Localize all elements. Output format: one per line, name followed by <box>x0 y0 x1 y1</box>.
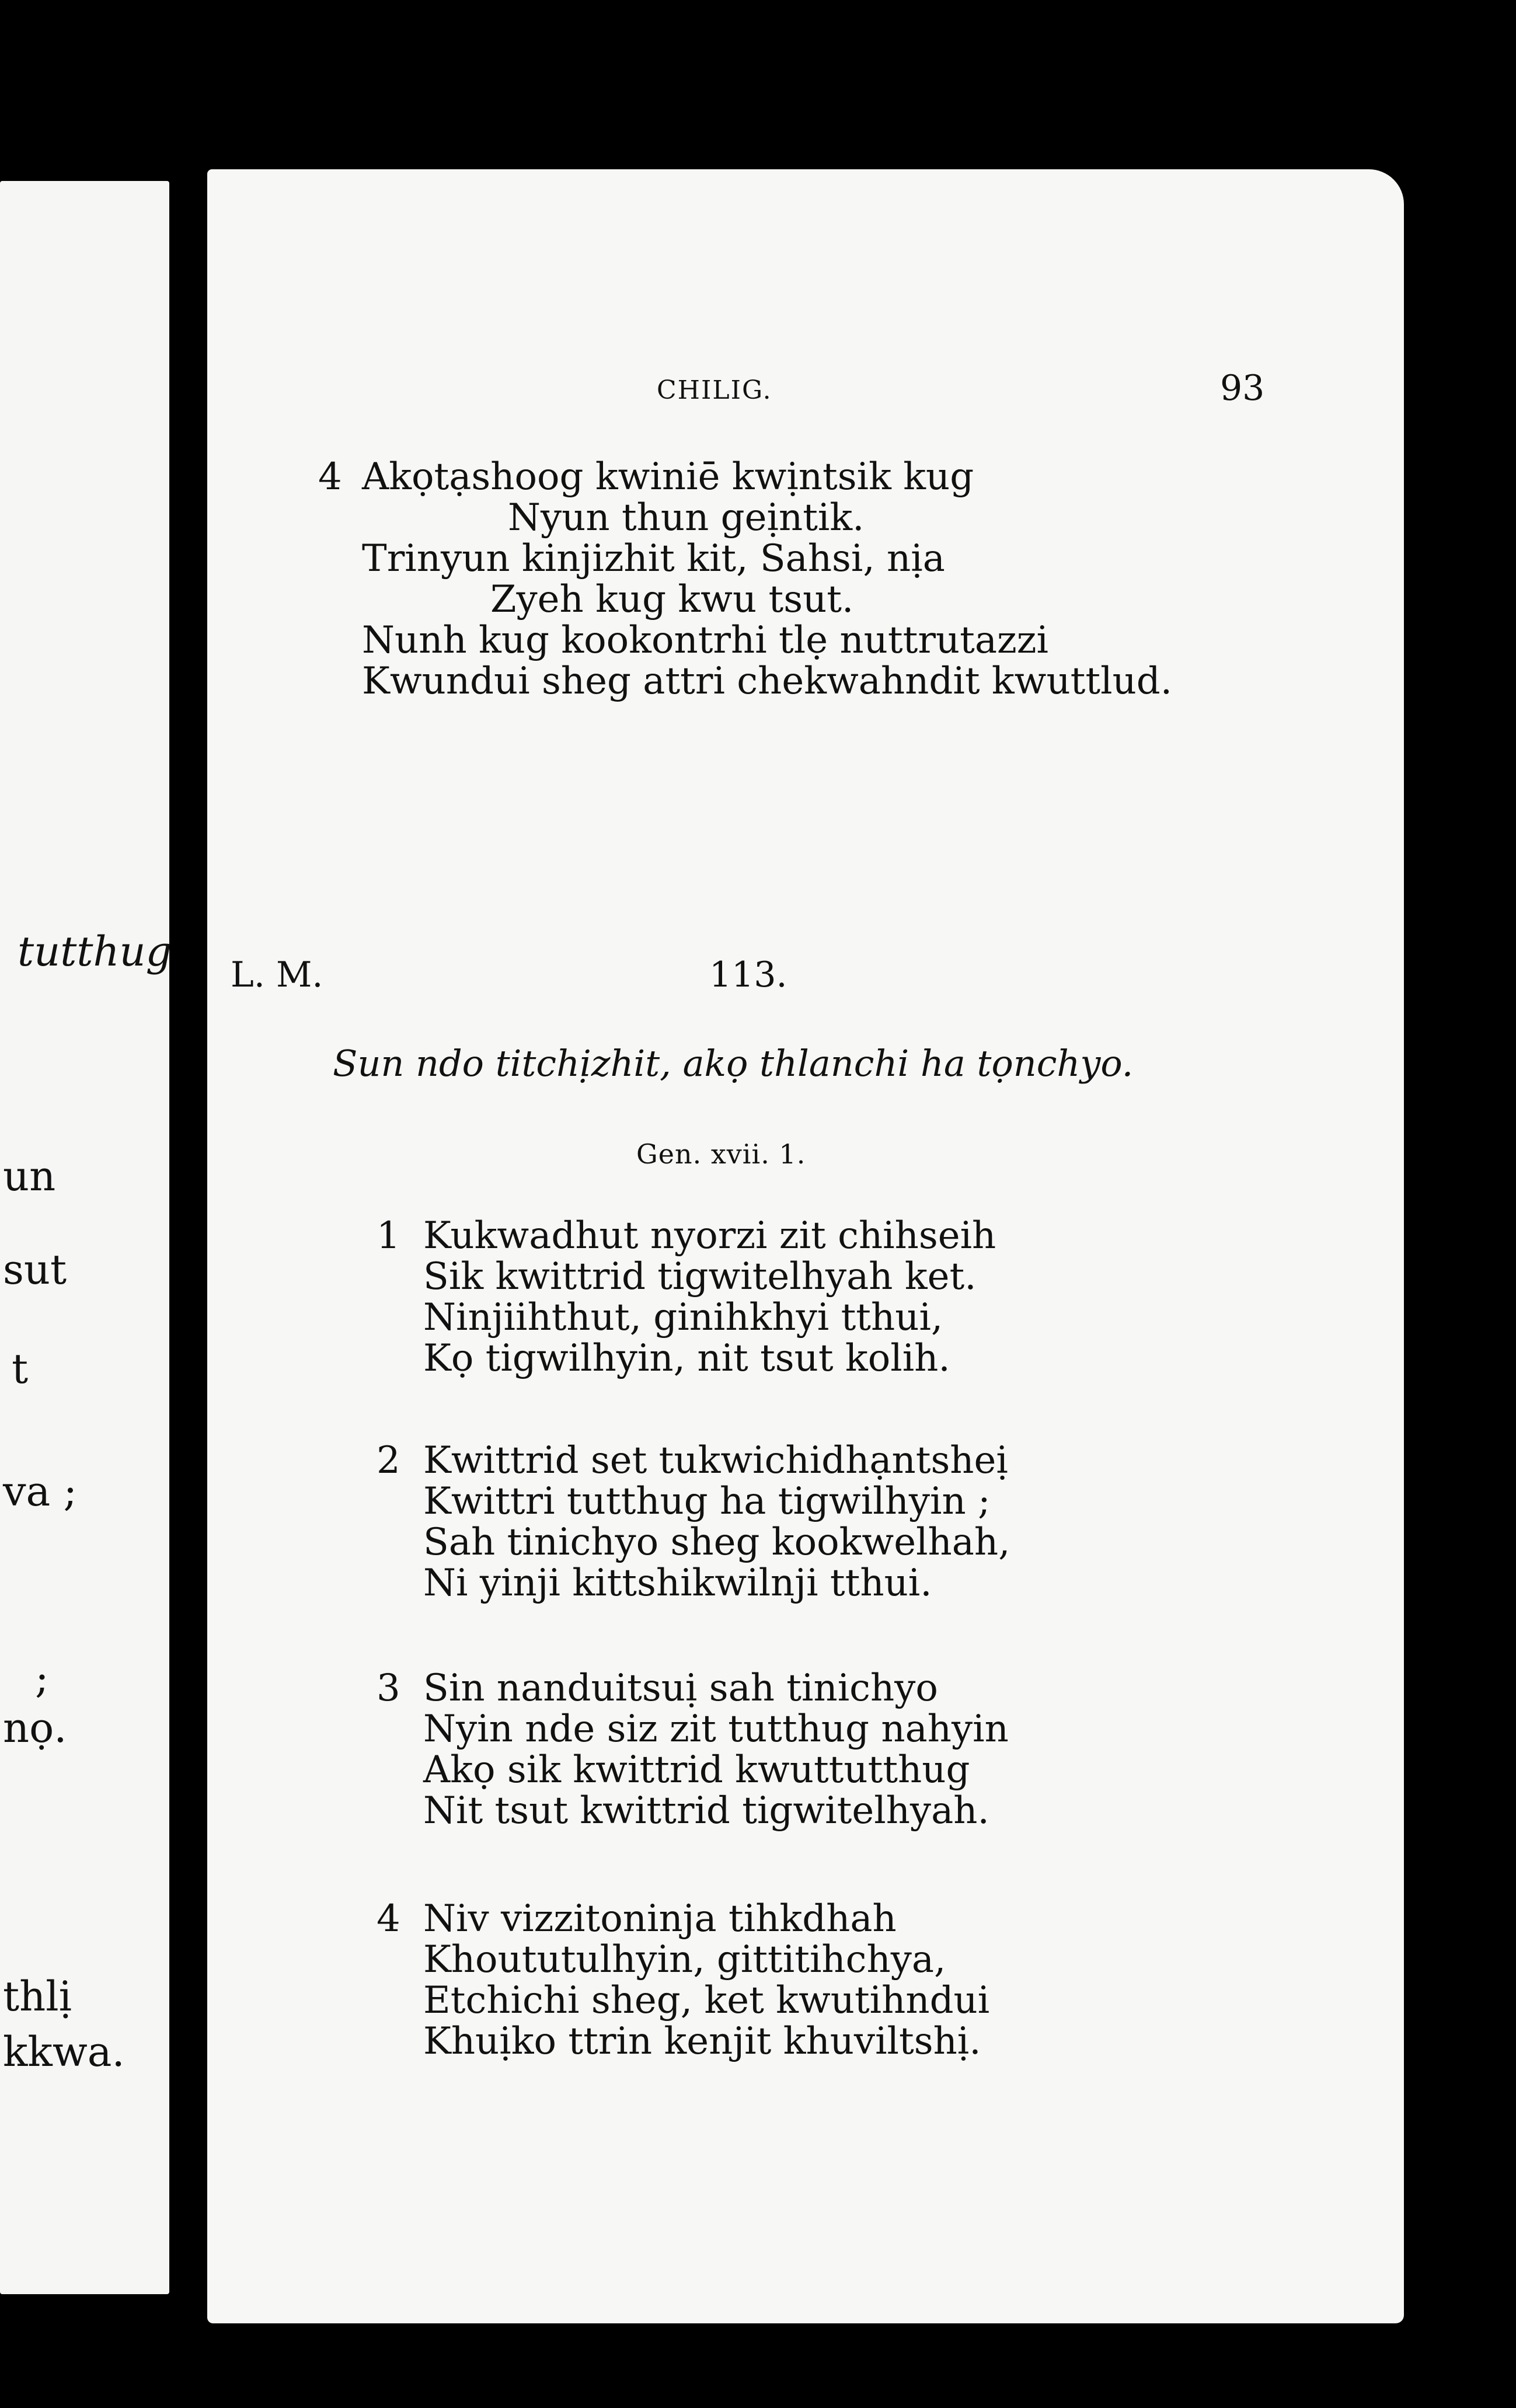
hymn-heading: Sun ndo titchịzhit, akọ thlanchi ha tọnchyo. <box>333 1042 1134 1085</box>
verse-line: Akọtạshoog kwiniē kwịntsik kug <box>362 455 974 499</box>
page-number: 93 <box>1220 368 1265 409</box>
verse-line: Kwittrid set tukwichidhạntsheị <box>423 1439 1008 1482</box>
verse-line: Nyun thun geịntik. <box>508 496 865 539</box>
facing-page-fragment: kkwa. <box>3 2028 125 2076</box>
hymn-meter: L. M. <box>231 954 323 995</box>
facing-page-edge <box>0 181 172 2294</box>
facing-page-fragment: sut <box>3 1246 67 1294</box>
verse-line: Etchichi sheg, ket kwutihndui <box>423 1979 990 2022</box>
facing-page-fragment: t <box>12 1345 29 1393</box>
verse-line: Kwundui sheg attri chekwahndit kwuttlud. <box>362 660 1173 703</box>
verse-line: Sah tinichyo sheg kookwelhah, <box>423 1521 1010 1564</box>
running-head: CHILIG. <box>657 375 772 405</box>
stanza-number: 4 <box>377 1897 400 1940</box>
scripture-reference: Gen. xvii. 1. <box>636 1138 806 1170</box>
verse-line: Trinyun kinjizhit kit, Sahsi, nịa <box>362 537 945 580</box>
verse-line: Khoututulhyin, gittitihchya, <box>423 1938 946 1981</box>
verse-line: Nunh kug kookontrhi tlẹ nuttrutazzi <box>362 619 1048 662</box>
verse-line: Kwittri tutthug ha tigwilhyin ; <box>423 1480 991 1523</box>
verse-line: Kukwadhut nyorzi zit chihseih <box>423 1214 996 1257</box>
facing-page-fragment: tutthug <box>18 928 172 975</box>
facing-page-fragment: ; <box>35 1654 49 1702</box>
facing-page-fragment: thlị <box>3 1973 72 2020</box>
facing-page-fragment: va ; <box>3 1468 78 1515</box>
facing-page-fragment: nọ. <box>3 1704 67 1752</box>
verse-line: Niv vizzitoninja tihkdhah <box>423 1897 897 1940</box>
verse-line: Ni yinji kittshikwilnji tthui. <box>423 1562 932 1605</box>
stanza-number: 2 <box>377 1439 400 1482</box>
verse-line: Nit tsut kwittrid tigwitelhyah. <box>423 1789 989 1832</box>
facing-page-fragment: un <box>3 1152 56 1200</box>
verse-line: Akọ sik kwittrid kwuttutthug <box>423 1748 970 1792</box>
hymn-number: 113. <box>709 954 787 995</box>
stanza-number: 4 <box>318 455 342 499</box>
stanza-number: 3 <box>377 1667 400 1710</box>
verse-line: Kọ tigwilhyin, nit tsut kolih. <box>423 1337 950 1380</box>
verse-line: Khuịko ttrin kenjit khuviltshị. <box>423 2020 981 2063</box>
hymnal-page <box>207 169 1404 2323</box>
verse-line: Ninjiihthut, ginihkhyi tthui, <box>423 1296 943 1339</box>
verse-line: Sik kwittrid tigwitelhyah ket. <box>423 1255 977 1298</box>
verse-line: Nyin nde siz zit tutthug nahyin <box>423 1707 1009 1751</box>
verse-line: Sin nanduitsuị sah tinichyo <box>423 1667 938 1710</box>
stanza-number: 1 <box>377 1214 400 1257</box>
verse-line: Zyeh kug kwu tsut. <box>490 578 854 621</box>
